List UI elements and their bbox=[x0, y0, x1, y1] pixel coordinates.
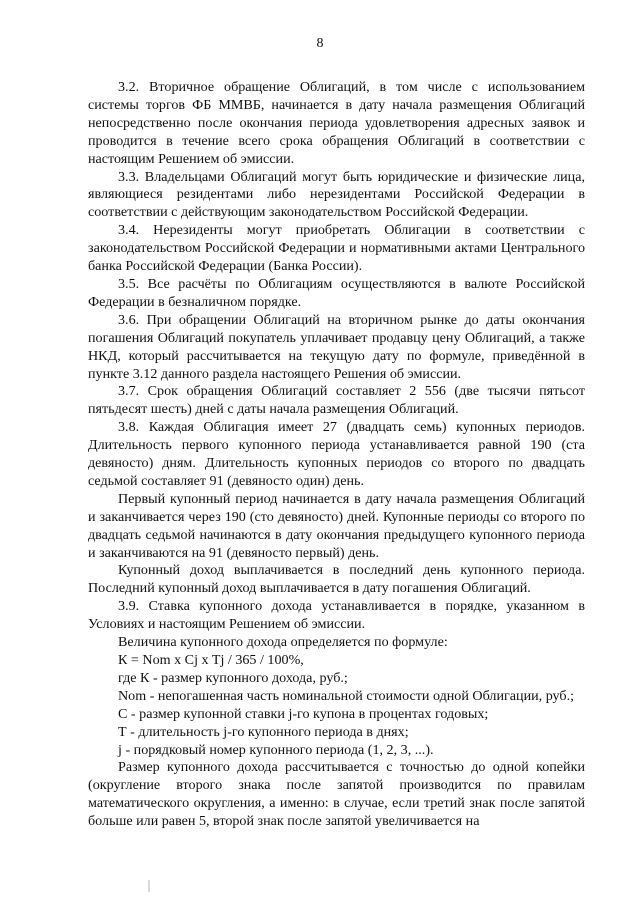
legend-c: С - размер купонной ставки j-го купона в процентах годовых; bbox=[118, 705, 489, 722]
paragraph-3-5: 3.5. Все расчёты по Облигациям осуществляются в валюте Российской Федерации в безналичном порядке. bbox=[88, 275, 585, 310]
paragraph-3-2: 3.2. Вторичное обращение Облигаций, в том числе с использованием системы торгов ФБ ММВБ, начинается в дату начала размещения Облигаций непосредственно после окончания периода удовлетворения адресных заявок и проводится в течение всего срока обращения Облигаций в соответствии с настоящим Решением об эмиссии. bbox=[88, 79, 585, 167]
paragraph-3-7: 3.7. Срок обращения Облигаций составляет 2 556 (две тысячи пятьсот пятьдесят шесть) дней с даты начала размещения Облигаций. bbox=[88, 383, 585, 418]
paragraph-3-4: 3.4. Нерезиденты могут приобретать Облигации в соответствии с законодательством Российской Федерации и нормативными актами Центрального банка Российской Федерации (Банка России). bbox=[88, 222, 585, 275]
paragraph-3-3: 3.3. Владельцами Облигаций могут быть юридические и физические лица, являющиеся резидентами либо нерезидентами Российской Федерации в соответствии с действующим законодательством Российской Федерации. bbox=[88, 168, 585, 221]
formula-intro: Величина купонного дохода определяется по формуле: bbox=[118, 634, 448, 651]
legend-j: j - порядковый номер купонного периода (1, 2, 3, ...). bbox=[118, 741, 434, 758]
paragraph-first-coupon: Первый купонный период начинается в дату начала размещения Облигаций и заканчивается через 190 (сто девяносто) дней. Купонные периоды со второго по двадцать седьмой начинаются в дату окончания предыдущего купонного периода и заканчиваются на 91 (девяносто первый) день. bbox=[88, 490, 585, 561]
paragraph-3-6: 3.6. При обращении Облигаций на вторичном рынке до даты окончания погашения Облигаций покупатель уплачивает продавцу цену Облигаций, а также НКД, который рассчитывается на текущую дату по формуле, приведённой в пункте 3.12 данного раздела настоящего Решения об эмиссии. bbox=[88, 311, 585, 382]
paragraph-rounding: Размер купонного дохода рассчитывается с точностью до одной копейки (округление второго знака после запятой производится по правилам математического округления, а именно: в случае, если третий знак после запятой больше или равен 5, второй знак после запятой увеличивается на bbox=[88, 759, 585, 830]
paragraph-3-9: 3.9. Ставка купонного дохода устанавливается в порядке, указанном в Условиях и настоящим Решением об эмиссии. bbox=[88, 598, 585, 633]
paragraph-3-8: 3.8. Каждая Облигация имеет 27 (двадцать семь) купонных периодов. Длительность первого купонного периода устанавливается равной 190 (ста девяносто) дням. Длительность купонных периодов со второго по двадцать седьмой составляет 91 (девяносто один) день. bbox=[88, 419, 585, 489]
formula: К = Nom x Cj x Tj / 365 / 100%, bbox=[118, 652, 304, 668]
legend-nom: Nom - непогашенная часть номинальной стоимости одной Облигации, руб.; bbox=[118, 687, 575, 704]
paragraph-coupon-payment: Купонный доход выплачивается в последний день купонного периода. Последний купонный доход выплачивается в дату погашения Облигаций. bbox=[88, 562, 585, 597]
legend-k: где К - размер купонного дохода, руб.; bbox=[118, 669, 348, 686]
scan-artifact bbox=[148, 880, 150, 892]
legend-t: Т - длительность j-го купонного периода в днях; bbox=[118, 723, 409, 740]
document-body bbox=[88, 79, 585, 831]
page-number: 8 bbox=[316, 36, 324, 51]
